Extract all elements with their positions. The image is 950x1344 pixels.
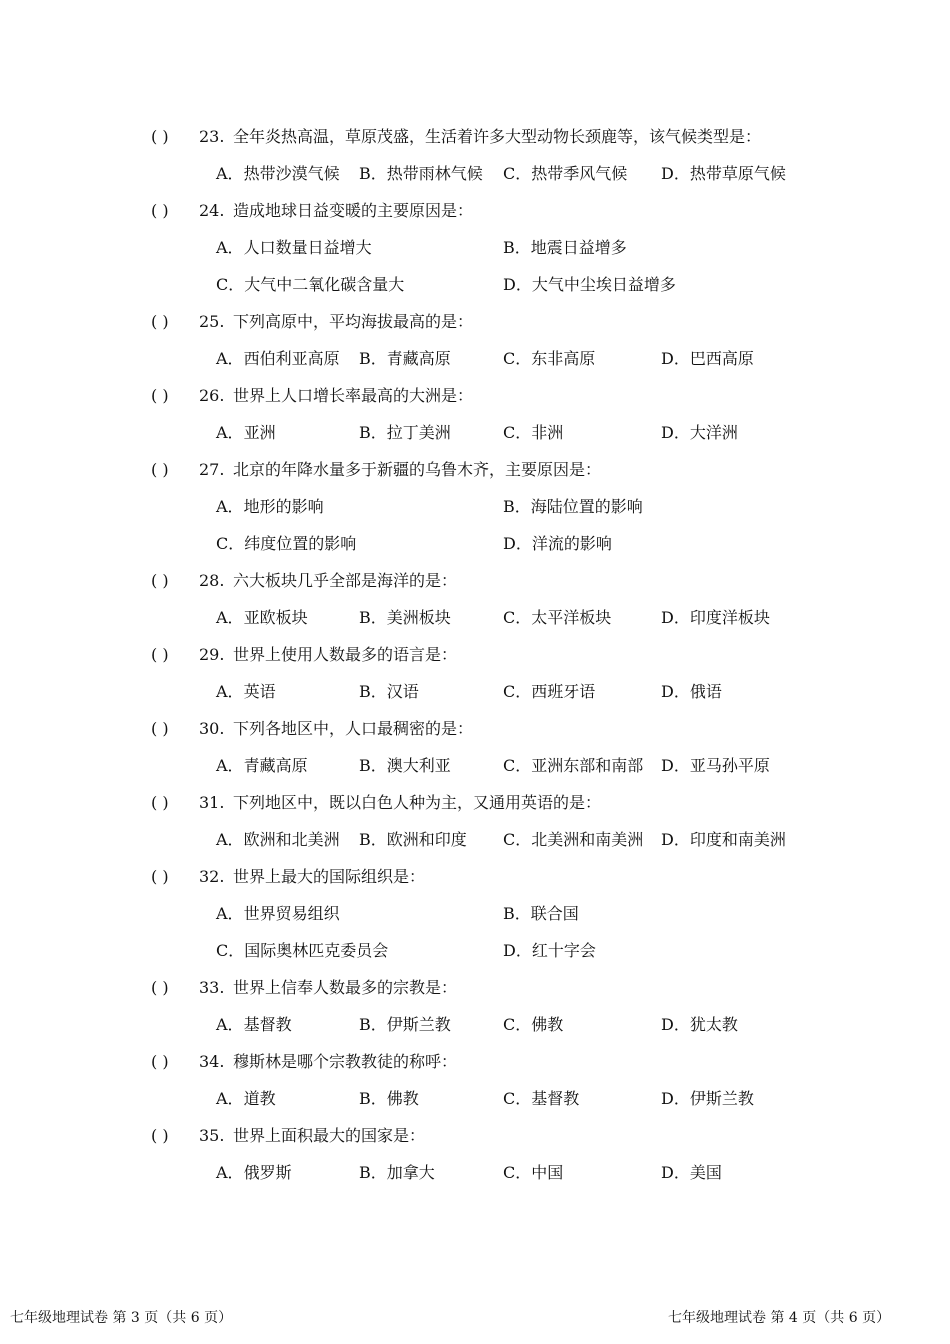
answer-option [359,1154,435,1191]
option-letter: A． [216,756,244,775]
answer-option [503,414,563,451]
option-row [0,414,950,451]
question-number: 30. [199,719,225,738]
question-row [0,1117,950,1154]
option-letter: D． [661,164,690,183]
question-row [0,118,950,155]
answer-blank[interactable]: ( ) [151,312,169,331]
question-row [0,303,950,340]
option-letter: C． [216,941,245,960]
option-row [0,1154,950,1191]
option-text: 世界贸易组织 [243,904,340,923]
answer-option [661,340,754,377]
option-text: 热带雨林气候 [386,164,483,183]
option-text: 加拿大 [386,1163,435,1182]
question-number: 34. [199,1052,225,1071]
answer-option [503,340,595,377]
option-letter: A． [216,904,244,923]
answer-option [216,340,340,377]
answer-blank[interactable]: ( ) [151,719,169,738]
option-letter: A． [216,830,244,849]
option-text: 红十字会 [531,941,596,960]
option-letter: A． [216,349,244,368]
option-text: 拉丁美洲 [386,423,451,442]
option-text: 大气中尘埃日益增多 [531,275,676,294]
option-letter: B． [359,608,387,627]
answer-option [661,1006,738,1043]
question-text: 世界上面积最大的国家是： [233,1126,426,1145]
option-letter: B． [359,756,387,775]
option-text: 印度和南美洲 [689,830,786,849]
option-text: 佛教 [531,1015,564,1034]
option-letter: A． [216,608,244,627]
option-row [0,1006,950,1043]
option-letter: B． [503,238,531,257]
option-text: 大洋洲 [689,423,738,442]
option-text: 国际奥林匹克委员会 [244,941,389,960]
question-row [0,636,950,673]
option-letter: A． [216,497,244,516]
question-row [0,784,950,821]
option-text: 非洲 [531,423,564,442]
option-letter: D． [661,349,690,368]
question-text: 下列高原中，平均海拔最高的是： [233,312,474,331]
option-text: 亚洲东部和南部 [531,756,644,775]
option-letter: D． [503,534,532,553]
question-row [0,377,950,414]
answer-option [503,599,611,636]
footer-right-page-label: 七年级地理试卷 第 4 页（共 6 页） [668,1310,891,1326]
option-text: 东非高原 [531,349,596,368]
answer-blank[interactable]: ( ) [151,1052,169,1071]
option-letter: C． [216,534,245,553]
option-letter: B． [359,1015,387,1034]
option-text: 中国 [531,1163,564,1182]
answer-option [661,673,722,710]
question-text: 北京的年降水量多于新疆的乌鲁木齐，主要原因是： [233,460,602,479]
option-letter: D． [661,423,690,442]
option-row [0,747,950,784]
option-row [0,266,950,303]
option-text: 英语 [243,682,276,701]
option-letter: D． [661,1163,690,1182]
option-text: 青藏高原 [386,349,451,368]
answer-option [503,1080,579,1117]
question-text: 下列地区中，既以白色人种为主，又通用英语的是： [233,793,602,812]
option-text: 联合国 [530,904,579,923]
answer-blank[interactable]: ( ) [151,460,169,479]
option-letter: D． [503,275,532,294]
option-letter: D． [661,1089,690,1108]
option-row [0,155,950,192]
option-letter: B． [359,830,387,849]
option-text: 热带季风气候 [531,164,628,183]
answer-option [216,155,340,192]
option-text: 地形的影响 [243,497,324,516]
option-text: 汉语 [386,682,419,701]
answer-option [503,1154,563,1191]
answer-option [503,1006,563,1043]
answer-option [216,821,340,858]
option-text: 巴西高原 [689,349,754,368]
option-text: 西班牙语 [531,682,596,701]
answer-option [216,1154,292,1191]
answer-option [359,599,451,636]
option-row [0,673,950,710]
option-text: 太平洋板块 [531,608,612,627]
option-letter: C． [503,1089,532,1108]
option-text: 伊斯兰教 [689,1089,754,1108]
answer-option [359,155,483,192]
question-text: 全年炎热高温，草原茂盛，生活着许多大型动物长颈鹿等，该气候类型是： [233,127,762,146]
option-letter: B． [503,497,531,516]
option-text: 北美洲和南美洲 [531,830,644,849]
answer-option [661,155,786,192]
question-number: 31. [199,793,225,812]
option-text: 欧洲和北美洲 [243,830,340,849]
question-number: 28. [199,571,225,590]
answer-option [359,1080,419,1117]
option-letter: C． [503,1163,532,1182]
option-letter: C． [503,1015,532,1034]
option-text: 大气中二氧化碳含量大 [244,275,405,294]
option-row [0,895,950,932]
question-text: 世界上人口增长率最高的大洲是： [233,386,474,405]
answer-option [661,414,738,451]
option-text: 人口数量日益增大 [243,238,372,257]
option-letter: C． [503,164,532,183]
option-letter: C． [216,275,245,294]
answer-option [216,488,324,525]
option-letter: B． [359,164,387,183]
question-text: 六大板块几乎全部是海洋的是： [233,571,458,590]
option-letter: A． [216,238,244,257]
option-row [0,599,950,636]
question-number: 35. [199,1126,225,1145]
option-letter: D． [661,1015,690,1034]
option-text: 美国 [689,1163,722,1182]
answer-option [216,932,388,969]
option-text: 西伯利亚高原 [243,349,340,368]
option-letter: A． [216,423,244,442]
option-row [0,488,950,525]
answer-option [661,1080,754,1117]
option-letter: B． [359,423,387,442]
option-row [0,1080,950,1117]
answer-option [359,673,419,710]
option-letter: C． [503,423,532,442]
answer-option [216,414,276,451]
option-letter: A． [216,682,244,701]
option-row [0,229,950,266]
option-text: 伊斯兰教 [386,1015,451,1034]
option-text: 欧洲和印度 [386,830,467,849]
answer-option [661,599,770,636]
answer-blank[interactable]: ( ) [151,867,169,886]
option-letter: C． [503,830,532,849]
option-text: 洋流的影响 [531,534,612,553]
answer-option [503,673,595,710]
option-letter: D． [661,830,690,849]
option-letter: D． [661,608,690,627]
answer-option [216,1006,292,1043]
answer-option [503,932,596,969]
answer-option [216,525,356,562]
option-letter: C． [503,682,532,701]
question-number: 25. [199,312,225,331]
answer-option [359,340,451,377]
option-text: 道教 [243,1089,276,1108]
option-text: 亚洲 [243,423,276,442]
question-list [0,118,950,1191]
option-text: 亚马孙平原 [689,756,770,775]
option-letter: C． [503,349,532,368]
question-number: 27. [199,460,225,479]
answer-blank[interactable]: ( ) [151,201,169,220]
answer-option [661,821,786,858]
answer-option [661,747,770,784]
option-text: 亚欧板块 [243,608,308,627]
option-row [0,932,950,969]
question-number: 32. [199,867,225,886]
question-row [0,858,950,895]
option-text: 地震日益增多 [530,238,627,257]
option-text: 印度洋板块 [689,608,770,627]
option-letter: C． [503,608,532,627]
answer-option [216,895,340,932]
answer-option [661,1154,722,1191]
option-letter: A． [216,1015,244,1034]
question-row [0,710,950,747]
question-row [0,969,950,1006]
answer-option [216,599,308,636]
option-letter: A． [216,164,244,183]
option-text: 俄语 [689,682,722,701]
answer-blank[interactable]: ( ) [151,1126,169,1145]
answer-option [503,747,643,784]
option-letter: D． [661,682,690,701]
option-text: 澳大利亚 [386,756,451,775]
option-text: 佛教 [386,1089,419,1108]
question-text: 下列各地区中，人口最稠密的是： [233,719,474,738]
answer-option [216,266,404,303]
option-text: 美洲板块 [386,608,451,627]
footer-left-page-label: 七年级地理试卷 第 3 页（共 6 页） [10,1310,233,1326]
answer-option [216,229,372,266]
answer-option [503,488,643,525]
option-letter: B． [359,682,387,701]
option-letter: C． [503,756,532,775]
option-text: 纬度位置的影响 [244,534,357,553]
question-text: 世界上最大的国际组织是： [233,867,426,886]
answer-option [359,1006,451,1043]
option-letter: B． [359,1163,387,1182]
answer-option [503,266,676,303]
option-letter: B． [503,904,531,923]
answer-option [216,747,308,784]
answer-option [216,1080,276,1117]
answer-blank[interactable]: ( ) [151,571,169,590]
question-number: 23. [199,127,225,146]
option-row [0,821,950,858]
option-text: 热带沙漠气候 [243,164,340,183]
answer-blank[interactable]: ( ) [151,386,169,405]
option-row [0,525,950,562]
question-number: 33. [199,978,225,997]
option-letter: B． [359,349,387,368]
answer-option [503,155,627,192]
answer-option [359,414,451,451]
question-number: 26. [199,386,225,405]
option-letter: A． [216,1089,244,1108]
question-text: 世界上信奉人数最多的宗教是： [233,978,458,997]
question-text: 穆斯林是哪个宗教教徒的称呼： [233,1052,458,1071]
question-text: 造成地球日益变暖的主要原因是： [233,201,474,220]
question-number: 29. [199,645,225,664]
option-text: 基督教 [531,1089,580,1108]
answer-option [503,895,579,932]
answer-option [503,821,643,858]
option-row [0,340,950,377]
answer-blank[interactable]: ( ) [151,127,169,146]
option-letter: B． [359,1089,387,1108]
answer-option [359,747,451,784]
question-number: 24. [199,201,225,220]
answer-blank[interactable]: ( ) [151,645,169,664]
option-text: 青藏高原 [243,756,308,775]
option-text: 俄罗斯 [243,1163,292,1182]
question-row [0,192,950,229]
answer-option [503,229,627,266]
answer-option [216,673,276,710]
answer-blank[interactable]: ( ) [151,793,169,812]
answer-blank[interactable]: ( ) [151,978,169,997]
question-row [0,562,950,599]
option-text: 基督教 [243,1015,292,1034]
answer-option [359,821,467,858]
option-text: 海陆位置的影响 [530,497,643,516]
question-row [0,1043,950,1080]
question-text: 世界上使用人数最多的语言是： [233,645,458,664]
option-text: 热带草原气候 [689,164,786,183]
option-letter: D． [503,941,532,960]
answer-option [503,525,612,562]
option-letter: A． [216,1163,244,1182]
question-row [0,451,950,488]
option-letter: D． [661,756,690,775]
option-text: 犹太教 [689,1015,738,1034]
